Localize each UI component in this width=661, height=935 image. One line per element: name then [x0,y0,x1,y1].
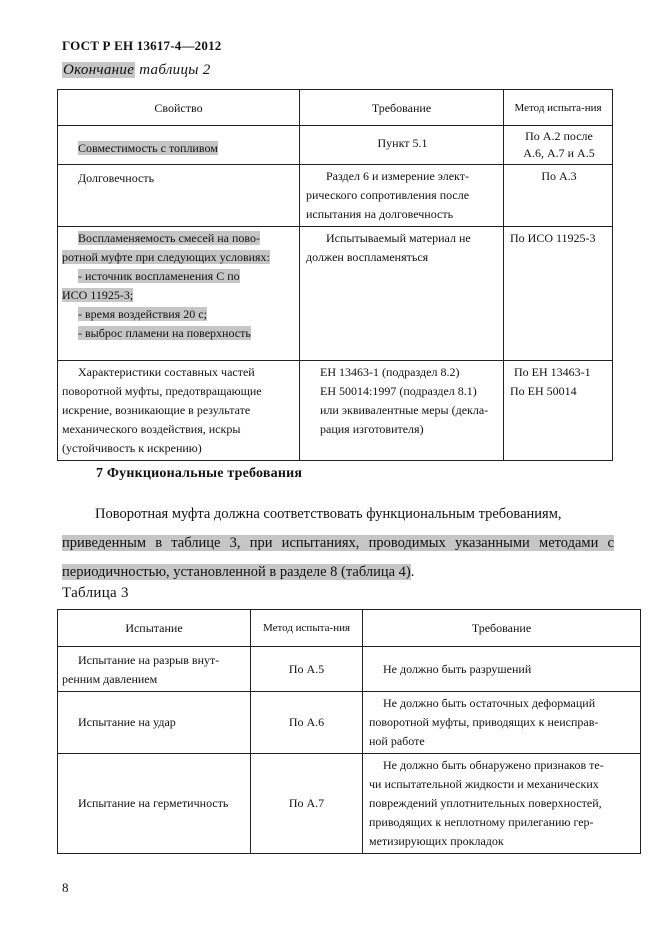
method-cell: По ИСО 11925-3 [504,227,613,361]
caption-highlight: Окончание [63,62,135,78]
method-cell [504,126,613,165]
method-line: А.6, А.7 и А.5 [523,146,595,160]
property-cell [58,227,300,361]
table-row [58,754,641,854]
property-cell: Долговечность [58,165,300,227]
property-line: - источник воспламенения С по [78,269,240,283]
table-3 [57,609,641,854]
property-line: (устойчивость к искрению) [62,441,202,455]
requirement-line: приводящих к неплотному прилеганию гер- [369,815,594,829]
property-line: - время воздействия 20 с; [78,307,207,321]
paragraph-highlight: приведенным в таблице 3, при испытаниях, проводимых указанными методами с периодичностью, установленной в разделе 8 (таблица 4) [62,535,614,580]
column-header-requirement: Требование [300,90,504,126]
property-line: поворотной муфты, предотвращающие [62,384,262,398]
property-cell [58,361,300,461]
table-row [58,647,641,692]
section-heading [96,466,302,482]
column-header-method: Метод испыта-ния [251,610,363,647]
requirement-line: должен воспламеняться [306,250,429,264]
requirement-cell: Пункт 5.1 [300,126,504,165]
section-title: Функциональные требования [106,466,303,481]
requirement-line: или эквивалентные меры (декла- [320,403,489,417]
requirement-line: испытания на долговечность [306,207,454,221]
table-row [58,165,613,227]
property-cell: Совместимость с топливом [78,140,218,155]
requirement-line: поворотной муфты, приводящих к неисправ- [369,715,599,729]
property-line: - выброс пламени на поверхность [78,326,251,340]
table-2 [57,89,613,461]
property-line: ротной муфте при следующих условиях: [62,250,270,264]
table-row [58,227,613,361]
method-cell: По А.6 [251,692,363,754]
table3-caption: Таблица 3 [62,585,129,601]
requirement-cell [363,754,641,854]
page-number: 8 [62,880,69,895]
requirement-line: чи испытательной жидкости и механических [369,777,599,791]
requirement-cell: Не должно быть разрушений [363,647,641,692]
section-number: 7 [96,466,104,481]
property-line: Воспламеняемость смесей на пово- [78,231,261,245]
column-header-requirement: Требование [363,610,641,647]
test-cell [58,647,251,692]
test-line: Испытание на разрыв внут- [78,653,220,667]
table-row [58,361,613,461]
document-header: ГОСТ Р ЕН 13617-4—2012 [62,38,222,53]
method-cell: По А.5 [251,647,363,692]
test-line: ренним давлением [62,672,158,686]
requirement-cell [300,165,504,227]
paragraph-line: Поворотная муфта должна соответствовать функциональным требованиям, [95,506,562,522]
requirement-line: ЕН 13463-1 (подраздел 8.2) [320,365,460,379]
paragraph-end: . [410,564,415,580]
test-cell: Испытание на герметичность [58,754,251,854]
requirement-line: ЕН 50014:1997 (подраздел 8.1) [320,384,477,398]
requirement-cell [363,692,641,754]
table2-caption [62,62,211,79]
property-line: механического воздействия, искры [62,422,241,436]
column-header-method: Метод испыта-ния [504,90,613,126]
requirement-line: метизирующих прокладок [369,834,504,848]
requirement-cell [300,227,504,361]
method-cell: По А.7 [251,754,363,854]
property-line: ИСО 11925-3; [62,288,134,302]
requirement-line: ной работе [369,734,425,748]
table-row [58,126,613,165]
method-cell [504,361,613,461]
requirement-line: повреждений уплотнительных поверхностей, [369,796,602,810]
requirement-line: Не должно быть остаточных деформаций [383,696,596,710]
property-line: искрение, возникающие в результате [62,403,251,417]
requirement-line: Раздел 6 и измерение элект- [326,169,469,183]
caption-rest: таблицы 2 [135,62,211,78]
method-line: По ЕН 13463-1 [514,365,591,379]
requirement-line: Не должно быть обнаружено признаков те- [383,758,604,772]
requirement-line: Испытываемый материал не [326,231,471,245]
method-line: По А.2 после [525,129,593,143]
column-header-test: Испытание [58,610,251,647]
property-line: Характеристики составных частей [78,365,255,379]
requirement-cell [300,361,504,461]
requirement-line: рического сопротивления после [306,188,470,202]
body-paragraph [62,500,614,587]
test-cell: Испытание на удар [58,692,251,754]
table-row [58,692,641,754]
method-cell: По А.3 [504,165,613,227]
requirement-line: рация изготовителя) [320,422,424,436]
column-header-property: Свойство [58,90,300,126]
method-line: По ЕН 50014 [510,384,577,398]
